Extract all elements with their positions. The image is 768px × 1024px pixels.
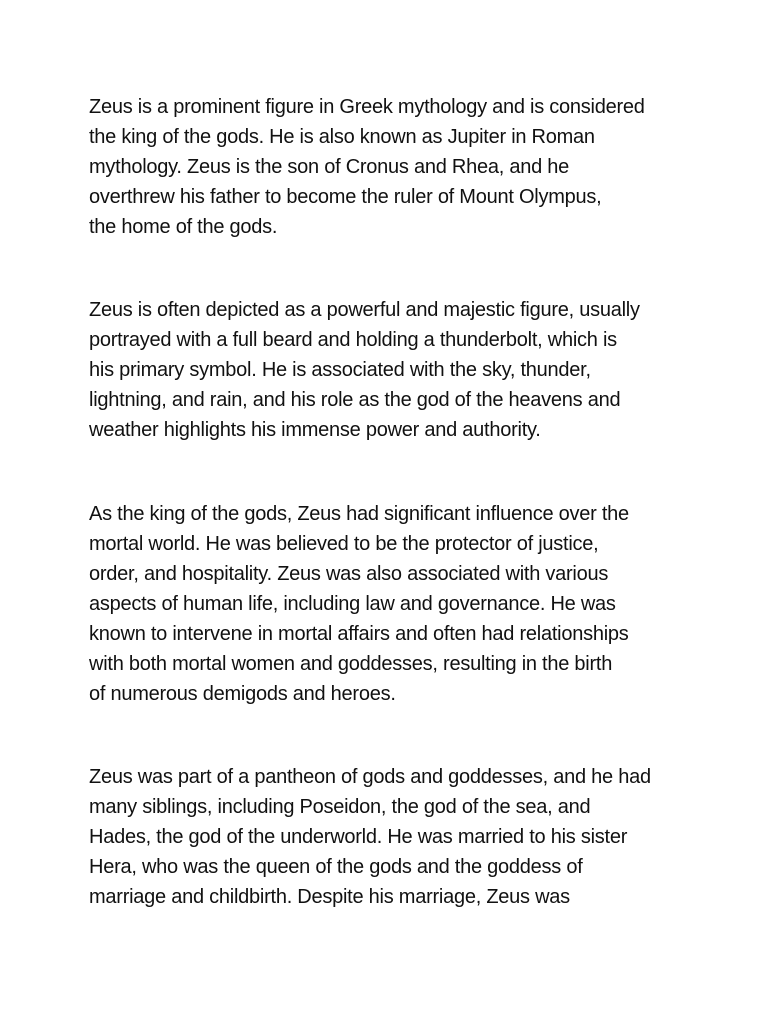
- text-line: mythology. Zeus is the son of Cronus and Rhea, and he: [89, 156, 570, 178]
- text-line: of numerous demigods and heroes.: [89, 683, 396, 705]
- text-line: his primary symbol. He is associated with the sky, thunder,: [89, 359, 591, 381]
- text-line: Hera, who was the queen of the gods and the goddess of: [89, 856, 583, 878]
- text-line: with both mortal women and goddesses, resulting in the birth: [89, 653, 613, 675]
- text-line: Zeus is often depicted as a powerful and majestic figure, usually: [89, 299, 640, 321]
- text-line: mortal world. He was believed to be the protector of justice,: [89, 533, 599, 555]
- text-line: order, and hospitality. Zeus was also associated with various: [89, 563, 609, 585]
- text-line: Zeus is a prominent figure in Greek mythology and is considered: [89, 96, 645, 118]
- text-line: marriage and childbirth. Despite his marriage, Zeus was: [89, 886, 570, 908]
- text-line: As the king of the gods, Zeus had significant influence over the: [89, 503, 629, 525]
- paragraph: [89, 762, 689, 912]
- text-line: Hades, the god of the underworld. He was married to his sister: [89, 826, 628, 848]
- text-line: Zeus was part of a pantheon of gods and goddesses, and he had: [89, 766, 651, 788]
- text-line: many siblings, including Poseidon, the god of the sea, and: [89, 796, 591, 818]
- text-line: weather highlights his immense power and authority.: [89, 419, 541, 441]
- paragraph: [89, 295, 689, 445]
- text-line: portrayed with a full beard and holding a thunderbolt, which is: [89, 329, 617, 351]
- paragraph: [89, 92, 689, 242]
- text-line: overthrew his father to become the ruler of Mount Olympus,: [89, 186, 602, 208]
- paragraph: [89, 499, 689, 709]
- text-line: the king of the gods. He is also known as Jupiter in Roman: [89, 126, 595, 148]
- text-line: the home of the gods.: [89, 216, 278, 238]
- text-line: aspects of human life, including law and governance. He was: [89, 593, 616, 615]
- text-line: known to intervene in mortal affairs and often had relationships: [89, 623, 629, 645]
- text-line: lightning, and rain, and his role as the god of the heavens and: [89, 389, 621, 411]
